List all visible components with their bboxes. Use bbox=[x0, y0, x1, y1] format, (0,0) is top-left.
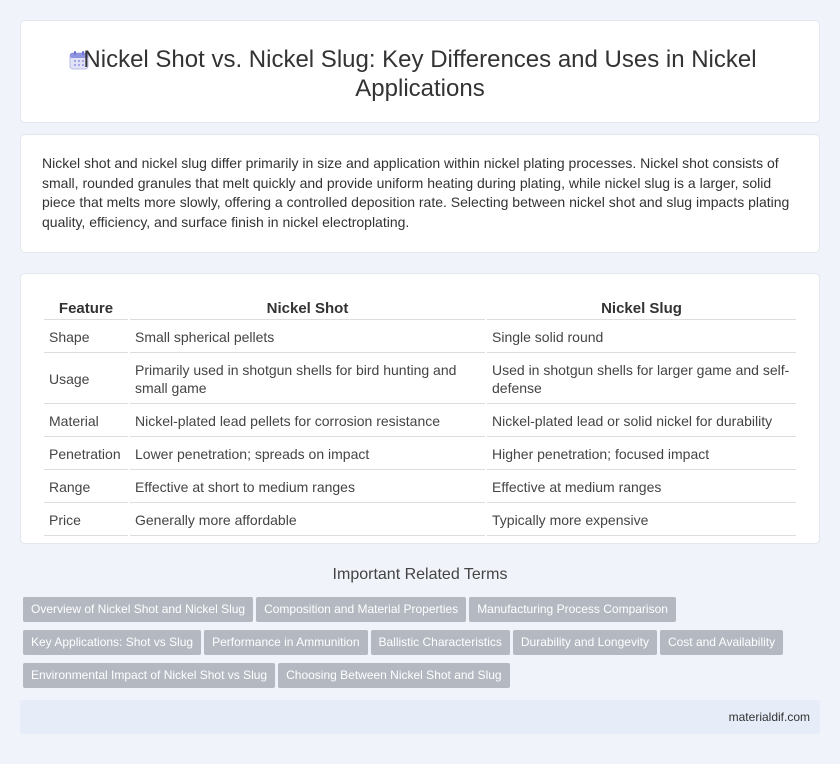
related-term-tag[interactable]: Overview of Nickel Shot and Nickel Slug bbox=[23, 597, 253, 622]
row-nickel-shot: Lower penetration; spreads on impact bbox=[130, 439, 485, 470]
comparison-table bbox=[42, 294, 798, 538]
related-terms-heading: Important Related Terms bbox=[332, 566, 508, 583]
row-feature: Range bbox=[44, 472, 128, 503]
header-feature: Feature bbox=[44, 296, 128, 320]
row-nickel-shot: Nickel-plated lead pellets for corrosion resistance bbox=[130, 406, 485, 437]
row-feature: Shape bbox=[44, 322, 128, 353]
related-term-tag[interactable]: Composition and Material Properties bbox=[256, 597, 466, 622]
row-nickel-shot: Primarily used in shotgun shells for bird hunting and small game bbox=[130, 355, 485, 404]
row-nickel-shot: Small spherical pellets bbox=[130, 322, 485, 353]
table-header-row bbox=[44, 296, 796, 320]
row-feature: Material bbox=[44, 406, 128, 437]
comparison-card bbox=[20, 273, 820, 544]
footer bbox=[20, 700, 820, 734]
related-term-tag[interactable]: Environmental Impact of Nickel Shot vs Slug bbox=[23, 663, 275, 688]
row-feature: Price bbox=[44, 505, 128, 536]
table-row bbox=[44, 406, 796, 437]
row-nickel-slug: Used in shotgun shells for larger game and self-defense bbox=[487, 355, 796, 404]
table-row bbox=[44, 439, 796, 470]
header-nickel-slug: Nickel Slug bbox=[487, 296, 796, 320]
table-row bbox=[44, 472, 796, 503]
row-nickel-slug: Nickel-plated lead or solid nickel for durability bbox=[487, 406, 796, 437]
row-feature: Penetration bbox=[44, 439, 128, 470]
table-row bbox=[44, 355, 796, 404]
row-nickel-slug: Effective at medium ranges bbox=[487, 472, 796, 503]
related-term-tag[interactable]: Performance in Ammunition bbox=[204, 630, 367, 655]
intro-card bbox=[20, 134, 820, 253]
related-term-tag[interactable]: Choosing Between Nickel Shot and Slug bbox=[278, 663, 509, 688]
row-nickel-shot: Effective at short to medium ranges bbox=[130, 472, 485, 503]
related-term-tag[interactable]: Manufacturing Process Comparison bbox=[469, 597, 676, 622]
site-name[interactable]: materialdif.com bbox=[728, 710, 810, 724]
header-card bbox=[20, 20, 820, 123]
table-row bbox=[44, 505, 796, 536]
table-row bbox=[44, 322, 796, 353]
row-feature: Usage bbox=[44, 355, 128, 404]
related-term-tag[interactable]: Cost and Availability bbox=[660, 630, 783, 655]
header-nickel-shot: Nickel Shot bbox=[130, 296, 485, 320]
related-term-tag[interactable]: Key Applications: Shot vs Slug bbox=[23, 630, 201, 655]
row-nickel-shot: Generally more affordable bbox=[130, 505, 485, 536]
row-nickel-slug: Typically more expensive bbox=[487, 505, 796, 536]
row-nickel-slug: Single solid round bbox=[487, 322, 796, 353]
page-title: Nickel Shot vs. Nickel Slug: Key Differences and Uses in Nickel Applications bbox=[83, 46, 757, 102]
related-term-tag[interactable]: Durability and Longevity bbox=[513, 630, 657, 655]
related-term-tag[interactable]: Ballistic Characteristics bbox=[371, 630, 510, 655]
row-nickel-slug: Higher penetration; focused impact bbox=[487, 439, 796, 470]
intro-paragraph: Nickel shot and nickel slug differ primarily in size and application within nickel plating processes. Nickel shot consists of small, rounded granules that melt quickly and provide uniform heating during plating, while nickel slug is a larger, solid piece that melts more slowly, offering a controlled deposition rate. Selecting between nickel shot and slug impacts plating quality, efficiency, and surface finish in nickel electroplating. bbox=[42, 155, 790, 230]
related-terms-list bbox=[23, 597, 813, 696]
